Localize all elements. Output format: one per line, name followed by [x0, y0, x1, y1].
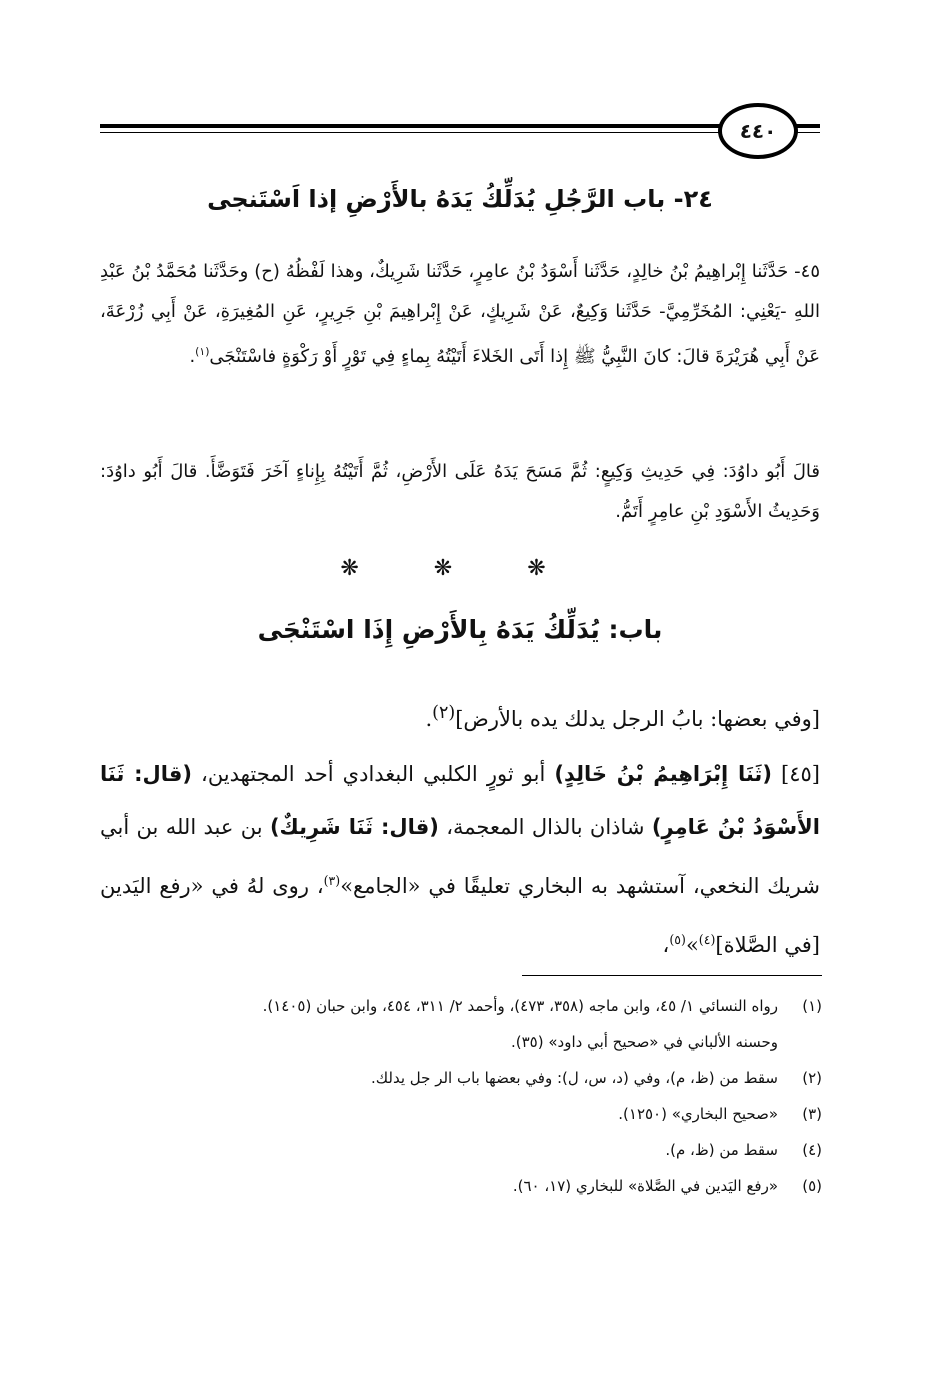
hadith-text	[100, 252, 820, 377]
commentary-heading: باب: يُدَلِّكُ يَدَهُ بِالأَرْضِ إِذَا اسْتَنْجَى	[257, 615, 663, 644]
footnote-2	[100, 1060, 822, 1096]
footnote-ref-1[interactable]: (١)	[195, 345, 210, 358]
variant-end: .	[425, 707, 433, 731]
commentary-segment-6: ،	[662, 933, 670, 957]
footnote-ref-5[interactable]: (٥)	[669, 932, 686, 947]
footnote-1-extra: وحسنه الألباني في «صحيح أبي داود» (٣٥).	[510, 1033, 778, 1051]
footnotes-list	[100, 988, 822, 1204]
commentary-number: [٤٥]	[781, 762, 820, 786]
hadith-end: .	[189, 346, 196, 367]
footnote-number: (٣)	[802, 1105, 822, 1123]
footnote-number: (٥)	[802, 1177, 822, 1195]
footnote-5	[100, 1168, 822, 1204]
footnote-text: «رفع اليَدين في الصَّلاة» للبخاري (١٧، ٦٠).	[512, 1177, 778, 1195]
footnote-3	[100, 1096, 822, 1132]
footnote-divider	[522, 975, 822, 976]
footnote-ref-2[interactable]: (٢)	[432, 703, 456, 723]
header-rule-thin	[100, 132, 820, 133]
commentary-segment-3: بن عبد الله بن أبي شريك النخعي، آستشهد به البخاري تعليقًا في «الجامع»	[100, 815, 820, 898]
commentary-segment-4: ، روى لهُ في «رفع اليَدين [في الصَّلاة]	[100, 874, 820, 957]
footnote-1	[100, 988, 822, 1024]
abu-dawud-note: قالَ أَبُو داوُدَ: فِي حَدِيثِ وَكِيعٍ: ثُمَّ مَسَحَ يَدَهُ عَلَى الأَرْضِ، ثُمَّ أَتَيْتُهُ بِإِناءٍ آخَرَ فَتَوَضَّأَ. قالَ أَبُو داوُدَ: وَحَدِيثُ الأَسْوَدِ بْنِ عامِرٍ أَتَمُّ.	[100, 461, 820, 522]
footnote-number: (٢)	[802, 1069, 822, 1087]
footnote-ref-3[interactable]: (٣)	[323, 873, 341, 888]
chapter-heading: ٢٤- باب الرَّجُلِ يُدَلِّكُ يَدَهُ بالأَرْضِ إذا اَسْتَنجى	[207, 185, 713, 213]
footnote-text: سقط من (ظ، م).	[665, 1141, 778, 1159]
hadith-body: ٤٥- حَدَّثَنا إِبْراهِيمُ بْنُ خالِدٍ، حَدَّثَنا أَسْوَدُ بْنُ عامِرٍ، حَدَّثَنا شَرِيكٌ، وهذا لَفْظُهُ (ح) وحَدَّثَنا مُحَمَّدُ بْنُ عَبْدِ اللهِ -يَعْنِي: المُخَرِّمِيَّ- حَدَّثَنا وَكِيعٌ، عَنْ شَرِيكٍ، عَنْ إِبْراهِيمَ بْنِ جَرِيرٍ، عَنِ المُغِيرَةِ، عَنْ أَبِي زُرْعَةَ، عَنْ أَبِي هُرَيْرَةَ قالَ: كانَ النَّبِيُّ ﷺ إِذا أَتَى الخَلاءَ أَتَيْتُهُ بِماءٍ فِي تَوْرٍ أَوْ رَكْوَةٍ فاسْتَنْجَى	[100, 261, 820, 367]
commentary-text	[100, 748, 820, 972]
commentary-segment-1: أبو ثورٍ الكلبي البغدادي أحد المجتهدين،	[201, 762, 546, 786]
commentary-segment-5: »	[685, 933, 699, 957]
variant-note	[100, 688, 820, 744]
footnote-number: (٤)	[802, 1141, 822, 1159]
quoted-chain-2: (قال: ثَنَا الأَسْوَدُ بْنُ عَامِرٍ)	[100, 762, 820, 839]
section-separator: ❋ ❋ ❋	[340, 556, 580, 581]
page-number: ٤٤٠	[739, 119, 777, 143]
footnote-number: (١)	[802, 997, 822, 1015]
variant-text: [وفي بعضها: بابُ الرجل يدلك يده بالأرض]	[455, 707, 820, 731]
footnote-text: «صحيح البخاري» (١٢٥٠).	[618, 1105, 778, 1123]
footnote-text: رواه النسائي ١/ ٤٥، وابن ماجه (٣٥٨، ٤٧٣)، وأحمد ٢/ ٣١١، ٤٥٤، وابن حبان (١٤٠٥).	[262, 997, 778, 1015]
commentary-segment-2: شاذان بالذال المعجمة،	[446, 815, 645, 839]
quoted-chain-1: (ثَنَا إِبْرَاهِيمُ بْنُ خَالِدٍ)	[554, 762, 772, 786]
header-rule	[100, 124, 820, 128]
page-number-badge	[718, 103, 798, 159]
footnote-ref-4[interactable]: (٤)	[698, 932, 716, 947]
footnote-text: سقط من (ظ، م)، وفي (د، س، ل): وفي بعضها باب الر جل يدلك.	[371, 1069, 778, 1087]
footnote-4	[100, 1132, 822, 1168]
quoted-chain-3: (قال: ثَنَا شَرِيكٌ)	[269, 815, 439, 839]
